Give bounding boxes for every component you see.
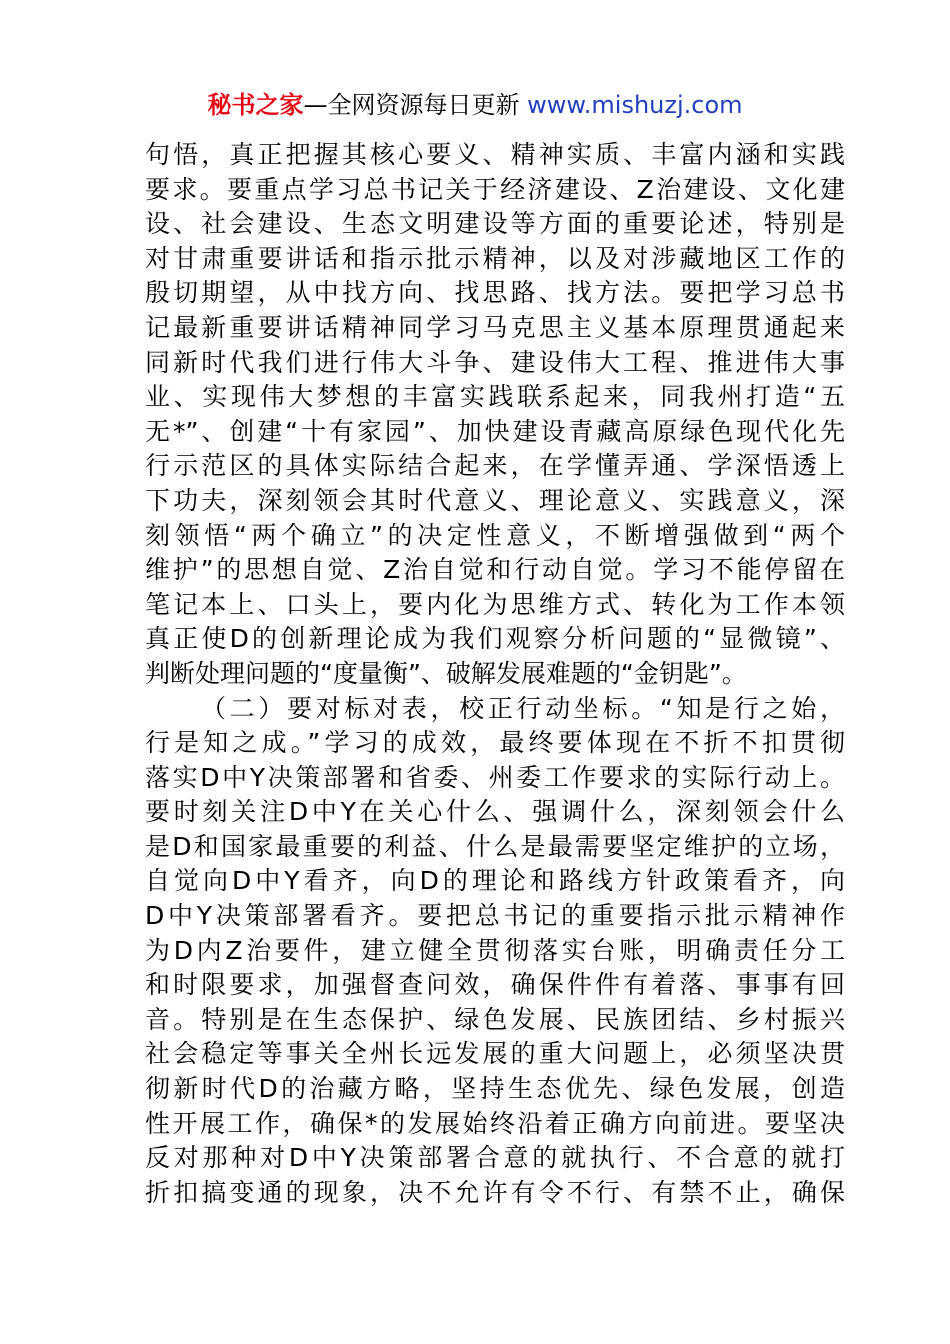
paragraph-end-line: 判断处理问题的“度量衡”、破解发展难题的“金钥匙”。 [145,658,747,688]
text-line: 对甘肃重要讲话和指示批示精神，以及对涉藏地区工作的 [145,243,845,273]
document-body [145,138,845,1210]
text-line: 刻领悟“两个确立”的决定性意义，不断增强做到“两个 [145,520,845,550]
text-line: 笔记本上、口头上，要内化为思维方式、转化为工作本领 [145,589,845,619]
text-line: 反对那种对D中Y决策部署合意的就执行、不合意的就打 [145,1143,845,1173]
text-line: 记最新重要讲话精神同学习马克思主义基本原理贯通起来 [145,312,845,342]
text-line: 自觉向D中Y看齐，向D的理论和路线方针政策看齐，向 [145,866,845,896]
text-line: 行示范区的具体实际结合起来，在学懂弄通、学深悟透上 [145,451,845,481]
text-line: 下功夫，深刻领会其时代意义、理论意义、实践意义，深 [145,485,845,515]
text-line: 句悟，真正把握其核心要义、精神实质、丰富内涵和实践 [145,140,845,169]
text-line: 行是知之成。”学习的成效，最终要体现在不折不扣贯彻 [145,728,845,758]
text-line: 要时刻关注D中Y在关心什么、强调什么，深刻领会什么 [145,797,845,827]
text-line: 折扣搞变通的现象，决不允许有令不行、有禁不止，确保 [145,1177,845,1207]
text-line: 设、社会建设、生态文明建设等方面的重要论述，特别是 [145,209,845,239]
brand-name: 秘书之家 [207,91,304,119]
text-line: 无*”、创建“十有家园”、加快建设青藏高原绿色现代化先 [145,416,845,446]
text-line: 业、实现伟大梦想的丰富实践联系起来，同我州打造“五 [145,382,845,412]
text-line: 为D内Z治要件，建立健全贯彻落实台账，明确责任分工 [145,935,845,965]
section-heading-line: （二）要对标对表，校正行动坐标。“知是行之始， [201,693,845,723]
text-line: 和时限要求，加强督查问效，确保件件有着落、事事有回 [145,970,845,1000]
text-line: 是D和国家最重要的利益、什么是最需要坚定维护的立场， [145,831,845,861]
site-link[interactable]: www.mishuzj.com [527,91,743,119]
text-line: 殷切期望，从中找方向、找思路、找方法。要把学习总书 [145,278,845,308]
text-line: 社会稳定等事关全州长远发展的重大问题上，必须坚决贯 [145,1039,845,1069]
header-tagline: —全网资源每日更新 [303,91,528,119]
text-line: 维护”的思想自觉、Z治自觉和行动自觉。学习不能停留在 [145,555,845,585]
text-line: 真正使D的创新理论成为我们观察分析问题的“显微镜”、 [145,624,845,654]
text-line: 性开展工作，确保*的发展始终沿着正确方向前进。要坚决 [145,1108,845,1138]
text-line: 音。特别是在生态保护、绿色发展、民族团结、乡村振兴 [145,1004,845,1034]
page-header [0,88,950,122]
text-line: D中Y决策部署看齐。要把总书记的重要指示批示精神作 [145,901,845,931]
text-line: 彻新时代D的治藏方略，坚持生态优先、绿色发展，创造 [145,1074,845,1104]
text-line: 落实D中Y决策部署和省委、州委工作要求的实际行动上。 [145,762,845,792]
text-line: 要求。要重点学习总书记关于经济建设、Z治建设、文化建 [145,174,845,204]
text-line: 同新时代我们进行伟大斗争、建设伟大工程、推进伟大事 [145,347,845,377]
